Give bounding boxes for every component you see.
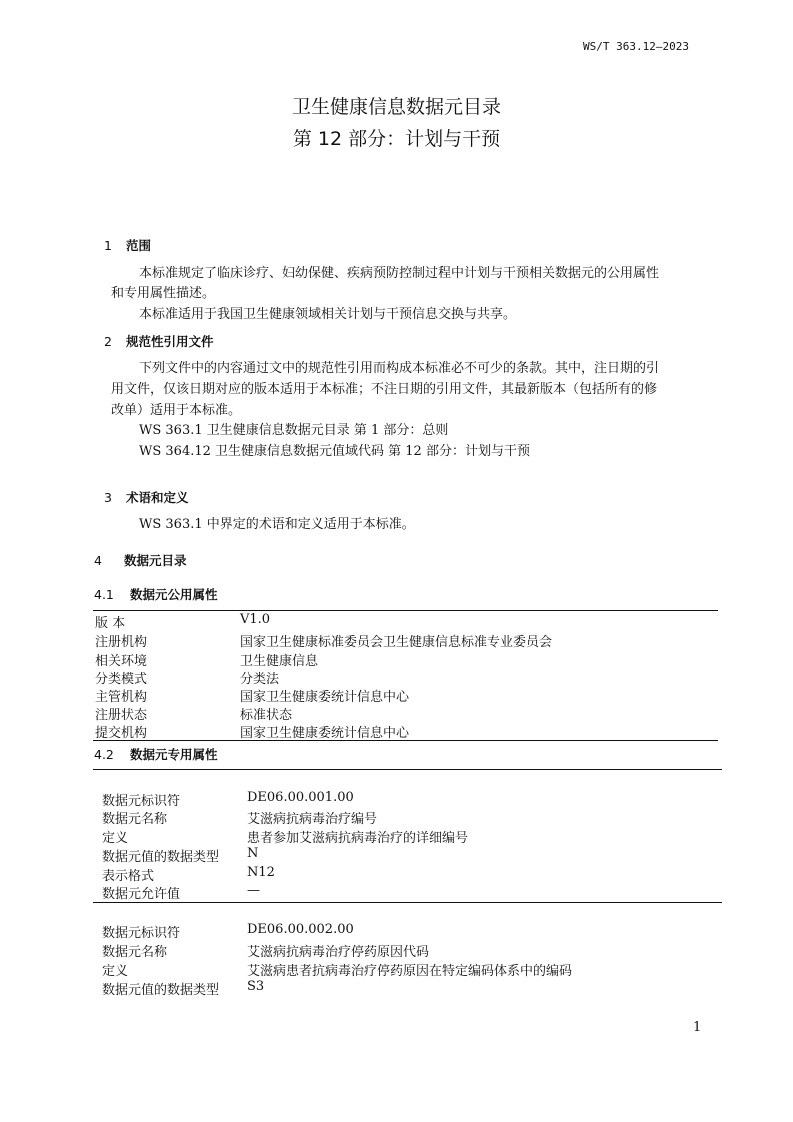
section-4-2-heading bbox=[94, 745, 218, 763]
attribute-key: 数据元值的数据类型 bbox=[102, 983, 220, 998]
section-number: 3 bbox=[104, 490, 112, 505]
section-3-heading bbox=[104, 488, 189, 506]
attribute-value: DE06.00.001.00 bbox=[247, 790, 354, 805]
section-number: 4.2 bbox=[94, 747, 114, 762]
paragraph: 本标准规定了临床诊疗、妇幼保健、疾病预防控制过程中计划与干预相关数据元的公用属性 bbox=[139, 266, 660, 281]
section-1-heading bbox=[104, 236, 151, 254]
attribute-value: N12 bbox=[247, 865, 275, 880]
attribute-value: N bbox=[247, 846, 259, 861]
attribute-value: 国家卫生健康标准委员会卫生健康信息标准专业委员会 bbox=[240, 635, 553, 650]
attribute-key: 注册机构 bbox=[95, 635, 148, 650]
attribute-key: 数据元允许值 bbox=[102, 887, 181, 902]
attribute-key: 定义 bbox=[102, 964, 129, 979]
attribute-key: 主管机构 bbox=[95, 690, 148, 705]
table-top-rule bbox=[93, 769, 722, 770]
section-number: 4 bbox=[94, 553, 102, 568]
document-code: WS/T 363.12—2023 bbox=[583, 40, 689, 53]
section-2-heading bbox=[104, 332, 214, 350]
document-subtitle: 第 12 部分：计划与干预 bbox=[292, 128, 501, 150]
reference-item: WS 363.1 卫生健康信息数据元目录 第 1 部分：总则 bbox=[139, 423, 449, 438]
attribute-key: 版 本 bbox=[95, 616, 126, 631]
attribute-value: DE06.00.002.00 bbox=[247, 922, 354, 937]
attribute-key: 相关环境 bbox=[95, 654, 148, 669]
table-top-rule bbox=[93, 610, 718, 611]
element-separator-rule bbox=[93, 902, 722, 903]
section-title: 数据元公用属性 bbox=[130, 587, 218, 602]
paragraph: 本标准适用于我国卫生健康领域相关计划与干预信息交换与共享。 bbox=[139, 307, 517, 322]
section-title: 范围 bbox=[126, 238, 152, 253]
attribute-value: 国家卫生健康委统计信息中心 bbox=[240, 690, 410, 705]
paragraph: WS 363.1 中界定的术语和定义适用于本标准。 bbox=[139, 517, 415, 532]
attribute-key: 分类模式 bbox=[95, 672, 148, 687]
section-4-heading bbox=[94, 551, 187, 569]
paragraph: 改单）适用于本标准。 bbox=[111, 403, 242, 418]
section-title: 规范性引用文件 bbox=[126, 334, 214, 349]
section-title: 术语和定义 bbox=[126, 490, 189, 505]
section-number: 1 bbox=[104, 238, 112, 253]
document-title: 卫生健康信息数据元目录 bbox=[291, 96, 501, 118]
section-title: 数据元专用属性 bbox=[130, 747, 218, 762]
attribute-value: — bbox=[247, 883, 260, 898]
attribute-key: 定义 bbox=[102, 831, 129, 846]
section-number: 2 bbox=[104, 334, 112, 349]
attribute-value: 标准状态 bbox=[240, 708, 293, 723]
section-4-1-heading bbox=[94, 585, 218, 603]
paragraph: 用文件，仅该日期对应的版本适用于本标准；不注日期的引用文件，其最新版本（包括所有的修 bbox=[111, 382, 658, 397]
page-number: 1 bbox=[693, 1020, 702, 1035]
attribute-value: 患者参加艾滋病抗病毒治疗的详细编号 bbox=[247, 831, 469, 846]
paragraph: 和专用属性描述。 bbox=[111, 286, 216, 301]
attribute-key: 数据元标识符 bbox=[102, 926, 181, 941]
attribute-key: 提交机构 bbox=[95, 726, 148, 741]
attribute-value: S3 bbox=[247, 979, 265, 994]
attribute-value: 艾滋病患者抗病毒治疗停药原因在特定编码体系中的编码 bbox=[247, 964, 573, 979]
attribute-value: 艾滋病抗病毒治疗停药原因代码 bbox=[247, 945, 430, 960]
section-title: 数据元目录 bbox=[124, 553, 187, 568]
attribute-value: 国家卫生健康委统计信息中心 bbox=[240, 726, 410, 741]
attribute-key: 数据元值的数据类型 bbox=[102, 850, 220, 865]
attribute-key: 注册状态 bbox=[95, 708, 148, 723]
paragraph: 下列文件中的内容通过文中的规范性引用而构成本标准必不可少的条款。其中，注日期的引 bbox=[139, 361, 660, 376]
section-number: 4.1 bbox=[94, 587, 114, 602]
attribute-key: 表示格式 bbox=[102, 869, 155, 884]
attribute-key: 数据元名称 bbox=[102, 812, 168, 827]
attribute-key: 数据元名称 bbox=[102, 945, 168, 960]
attribute-key: 数据元标识符 bbox=[102, 794, 181, 809]
attribute-value: 卫生健康信息 bbox=[240, 654, 319, 669]
reference-item: WS 364.12 卫生健康信息数据元值域代码 第 12 部分：计划与干预 bbox=[139, 444, 530, 459]
table-bottom-rule bbox=[93, 740, 718, 741]
attribute-value: 艾滋病抗病毒治疗编号 bbox=[247, 812, 378, 827]
attribute-value: V1.0 bbox=[240, 612, 271, 627]
attribute-value: 分类法 bbox=[240, 672, 280, 687]
